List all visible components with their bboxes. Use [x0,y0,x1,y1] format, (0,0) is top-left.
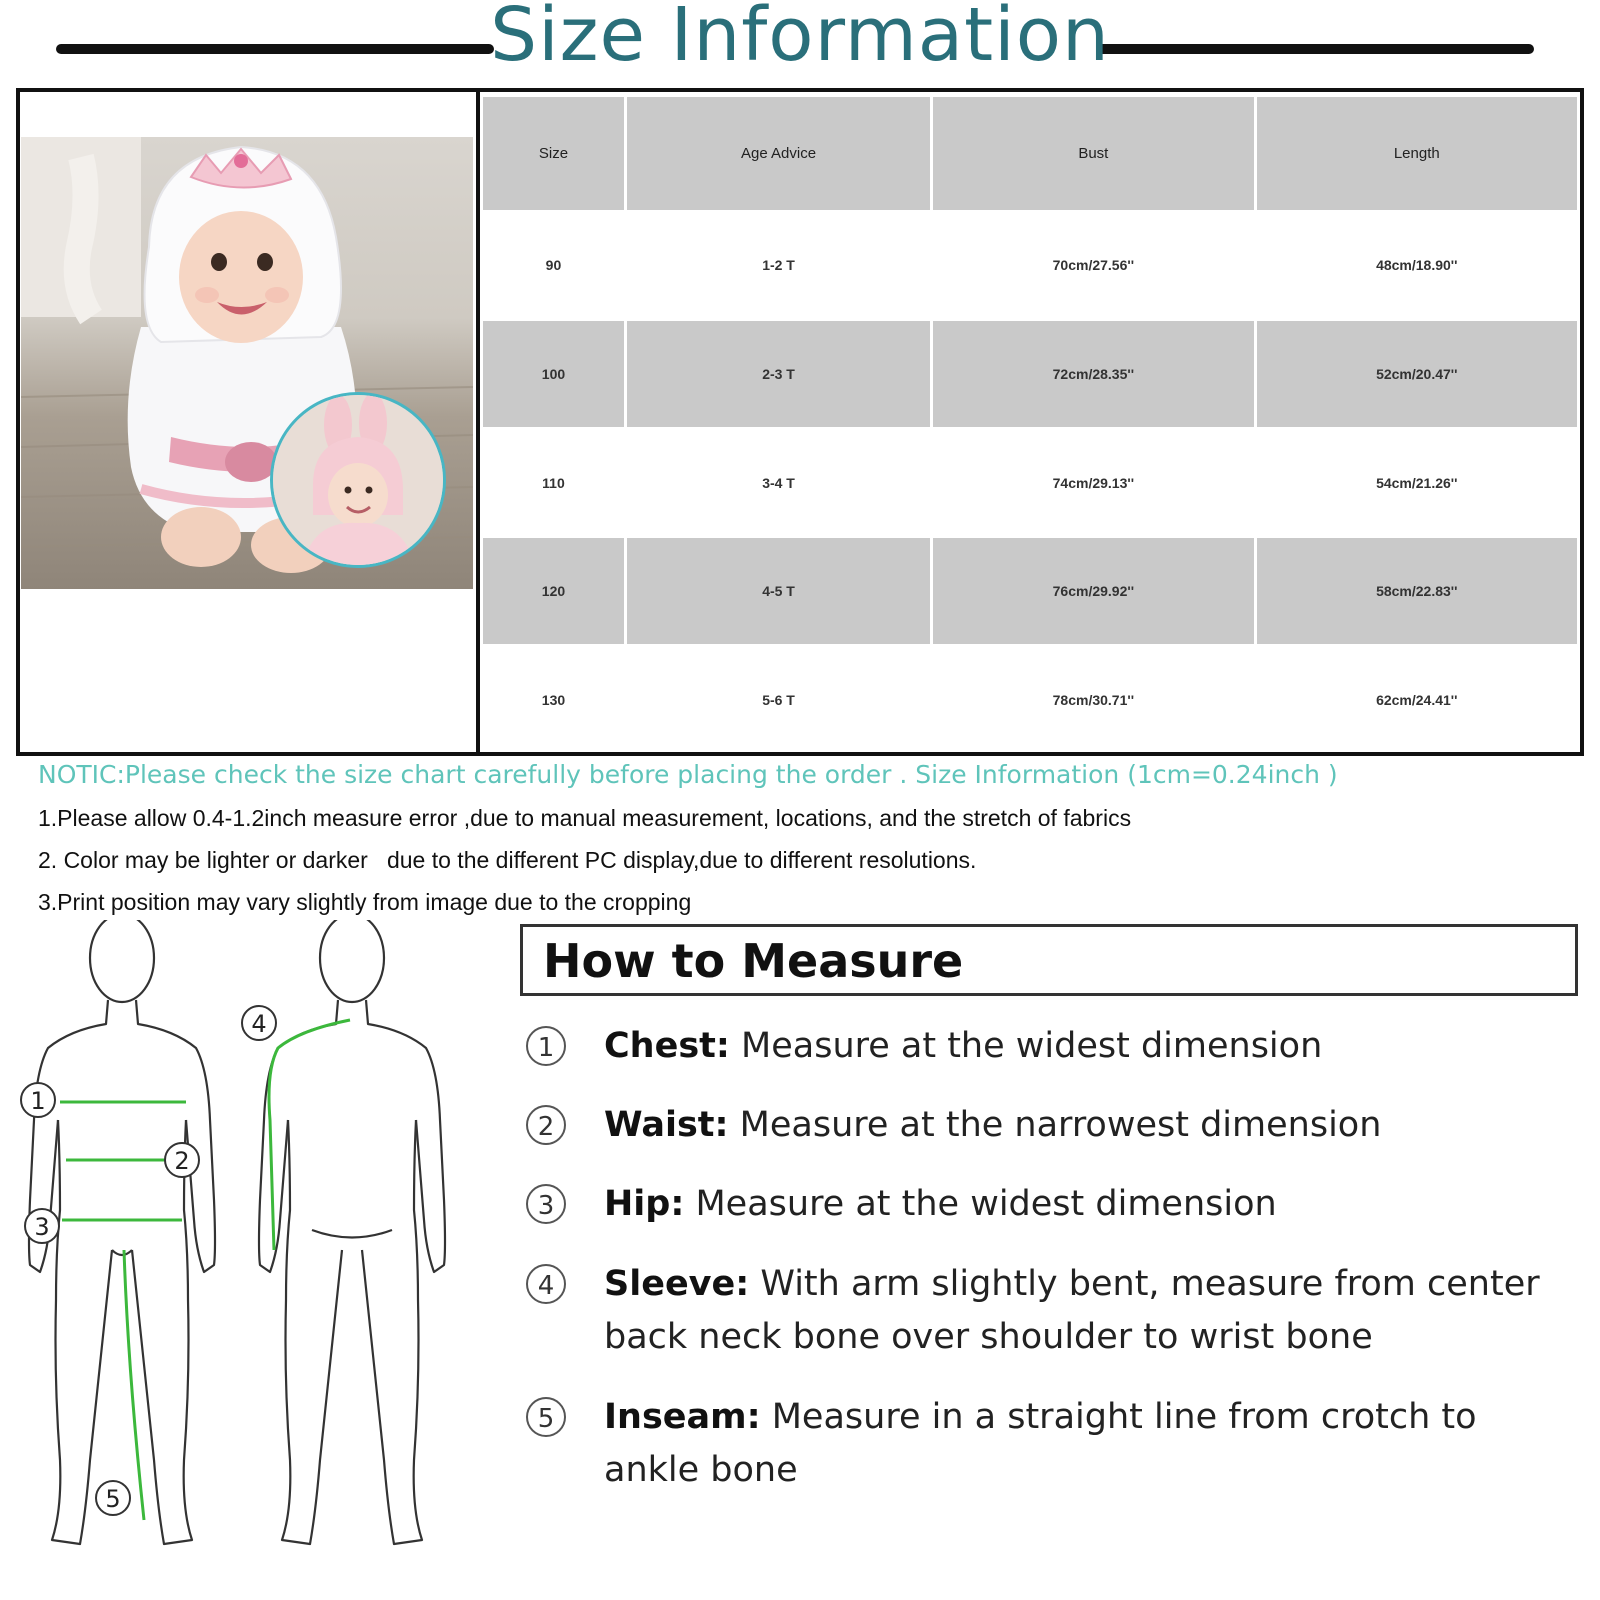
table-row [483,212,1577,319]
table-row [483,646,1577,753]
cell-bust: 76cm/29.92'' [933,538,1253,645]
marker-4: 4 [251,1010,267,1038]
cell-age: 2-3 T [627,321,930,428]
marker-2: 2 [174,1147,190,1175]
how-to-measure-title: How to Measure [543,934,964,988]
item-number-5: 5 [526,1397,566,1437]
cell-size: 90 [545,257,562,274]
marker-3: 3 [34,1213,50,1241]
item-number-4: 4 [526,1264,566,1304]
item-desc: Measure at the widest dimension [729,1026,1323,1066]
cell-size: 110 [542,474,565,491]
cell-age: 3-4 T [762,474,795,491]
table-header-row [483,97,1577,210]
marker-1: 1 [30,1087,46,1115]
cell-size: 120 [483,538,624,645]
bunny-robe-illustration [273,395,443,565]
cell-bust: 74cm/29.13'' [1052,474,1135,491]
item-desc: Measure at the widest dimension [684,1184,1277,1224]
header-bust: Bust [933,97,1253,210]
cell-bust: 72cm/28.35'' [933,321,1253,428]
item-desc: With arm slightly bent, measure from center back neck bone over shoulder to wrist bone [604,1264,1540,1357]
cell-length: 54cm/21.26'' [1376,474,1458,491]
header-size: Size [483,97,624,210]
measure-item-waist [604,1099,1564,1152]
size-table [480,95,1580,755]
cell-age: 4-5 T [627,538,930,645]
table-row [483,538,1577,645]
cell-length: 58cm/22.83'' [1257,538,1577,645]
item-label: Waist: [604,1105,729,1145]
note-line-2: 2. Color may be lighter or darker due to the different PC display,due to different resolutions. [38,847,977,873]
body-measure-diagram [0,920,480,1580]
note-line-1: 1.Please allow 0.4-1.2inch measure error ,due to manual measurement, locations, and the stretch of fabrics [38,805,1132,831]
cell-length: 52cm/20.47'' [1257,321,1577,428]
cell-age: 5-6 T [762,691,795,708]
header-age-advice: Age Advice [627,97,930,210]
header-length: Length [1257,97,1577,210]
item-number-1: 1 [526,1026,566,1066]
inset-photo [270,392,446,568]
marker-5: 5 [105,1485,121,1513]
item-desc: Measure in a straight line from crotch to ankle bone [604,1397,1477,1490]
measure-item-chest [604,1020,1564,1073]
item-label: Inseam: [604,1397,761,1437]
item-label: Hip: [604,1184,685,1224]
table-row [483,321,1577,428]
measure-item-hip [604,1178,1564,1231]
item-label: Chest: [604,1026,730,1066]
measure-item-sleeve [604,1258,1584,1364]
note-line-3: 3.Print position may vary slightly from image due to the cropping [38,889,692,915]
cell-bust: 70cm/27.56'' [1052,257,1135,274]
cell-length: 62cm/24.41'' [1376,691,1458,708]
item-number-3: 3 [526,1184,566,1224]
measure-item-inseam [604,1391,1544,1497]
notice-text: NOTIC:Please check the size chart carefully before placing the order . Size Information (1cm=0.24inch ) [38,760,1338,789]
item-number-2: 2 [526,1105,566,1145]
item-desc: Measure at the narrowest dimension [728,1105,1382,1145]
table-row [483,429,1577,536]
cell-length: 48cm/18.90'' [1376,257,1458,274]
item-label: Sleeve: [604,1264,750,1304]
cell-size: 130 [541,691,566,708]
cell-bust: 78cm/30.71'' [1052,691,1135,708]
cell-size: 100 [483,321,624,428]
cell-age: 1-2 T [762,257,795,274]
page-title: Size Information [490,0,1110,78]
